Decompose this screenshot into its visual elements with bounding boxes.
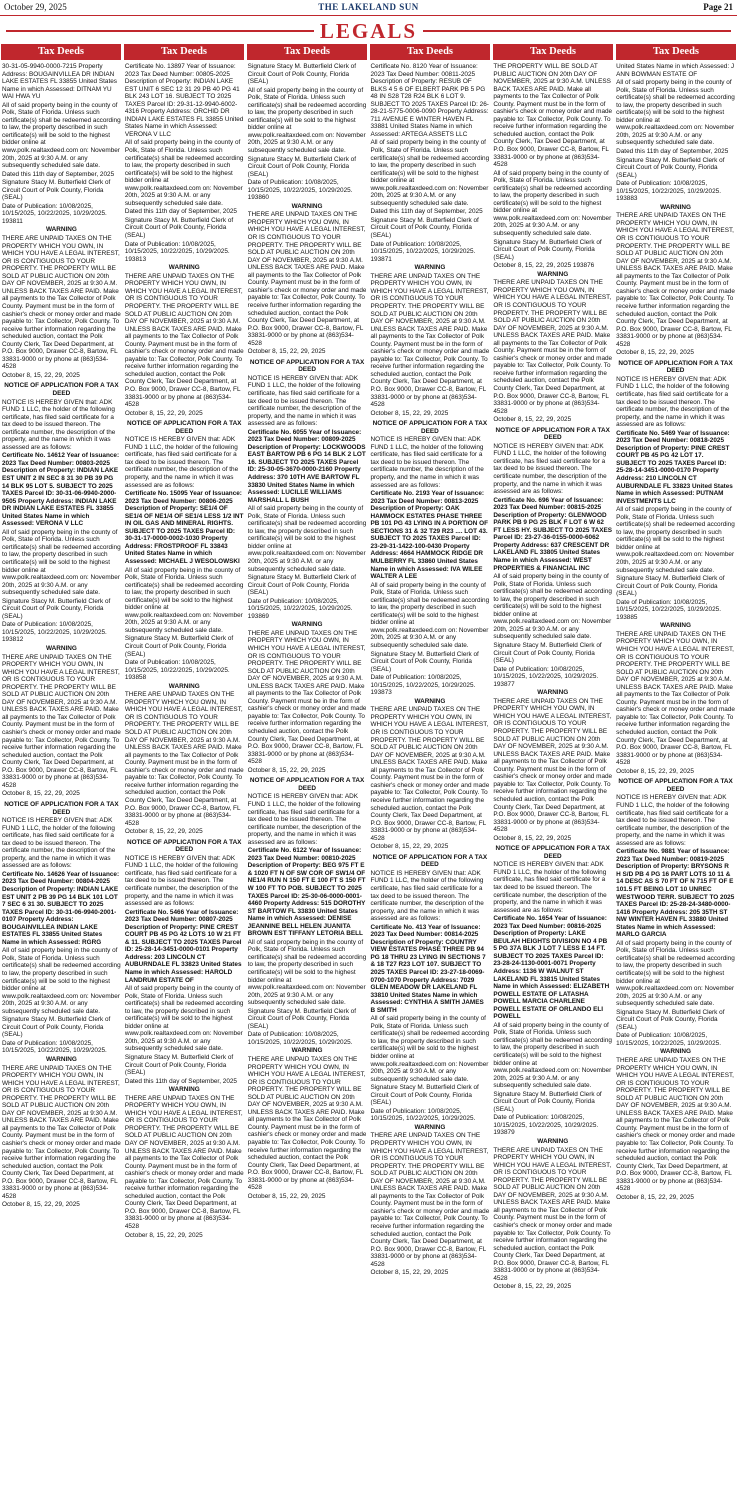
- run-dates: October 8, 15, 22, 29, 2025: [616, 349, 694, 357]
- notice-body: All of said property being in the county of Polk, State of Florida. Unless such certificate(s) shall be redeemed according to law, the property described in such certificate(s) will be sold to the highest bidder online at www.polk.realtaxdeed.com on: November 20th, 2025 at 9:30 A.M. or any subsequently scheduled sale date.: [493, 1021, 612, 1090]
- notice-heading: NOTICE OF APPLICATION FOR A TAX DEED: [4, 800, 119, 816]
- notice-publication: Date of Publication: 10/08/2025, 10/15/2025, 10/22/2025, 10/29/2025. 193871: [370, 240, 476, 263]
- notice-certificate: Certificate No. 5466 Year of Issuance: 2023 Tax Deed Number: 00807-2025 Description of Property: PINE CREST COURT PB 45 PG 42 LOTS 10 W 21 FT & 11. SUBJECT TO 2025 TAXES Parcel ID: 25-28-14-3451-0000-0101 Property Address: 203 LINCOLN CT AUBURNDALE FL 33823 United States Name in which Assessed: HAROLD LANDRUM ESTATE OF: [124, 908, 242, 984]
- run-dates: October 8, 15, 22, 29, 2025: [247, 348, 326, 356]
- notice-continuation: [370, 63, 489, 417]
- notice-body: All of said property being in the county of Polk, State of Florida. Unless such certificate(s) shall be redeemed according to law, the property described in such certificate(s) will be sold to the highest bidder online at www.polk.realtaxdeed.com on: November 20th, 2025 at 9:30 A.M. or any subsequently scheduled sale date.: [2, 947, 121, 1015]
- run-dates: October 8, 15, 22, 29, 2025: [247, 1192, 326, 1200]
- notice-heading: NOTICE OF APPLICATION FOR A TAX DEED: [618, 778, 733, 793]
- warning-text: THERE ARE UNPAID TAXES ON THE PROPERTY WHICH YOU OWN, IN WHICH YOU HAVE A LEGAL INTEREST, OR IS CONTIGUOUS TO YOUR PROPERTY. THE PROPERTY WILL BE SOLD AT PUBLIC AUCTION ON 20th DAY OF NOVEMBER, 2025 at 9:30 A.M. UNLESS BACK TAXES ARE PAID. Make all payments to the Tax Collector of Polk County. Payment must be in the form of cashier's check or money order and made payable to: Tax Collector, Polk County. To receive further information regarding the scheduled auction, contact the Polk County Clerk, Tax Deed Department, at P.O. Box 9000, Drawer CC-8, Bartow, FL 33831-9000 or by phone at (863)534-4528: [493, 279, 613, 415]
- notice-publication: Date of Publication: 10/08/2025, 10/15/2025, 10/22/2025, 10/29/2025.: [247, 1031, 353, 1046]
- tax-deed-notice: [370, 854, 489, 1277]
- notice-heading: NOTICE OF APPLICATION FOR A TAX DEED: [618, 359, 733, 375]
- page-number: Page 21: [703, 2, 733, 12]
- notice-heading: NOTICE OF APPLICATION FOR A TAX DEED: [372, 420, 488, 435]
- warning-title: WARNING: [537, 1138, 569, 1146]
- notice-signature: Signature Stacy M. Butterfield Clerk of Circuit Court of Polk County, Florida (SEAL): [2, 179, 111, 202]
- notice-certificate: Certificate No. 15095 Year of Issuance: 2023 Tax Deed Number: 00806-2025 Description of Property: SE1/4 OF SE1/4 OF NE1/4 OF SE1/4 LESS 1/2 INT IN OIL GAS AND MINERAL RIGHTS. SUBJECT TO 2025 TAXES Parcel ID: 30-31-17-0000-0002-1030 Property Address: FROSTPROOF FL 33843 United States Name in which Assessed: MICHAEL J WESOLOWSKI: [124, 490, 244, 565]
- notice-publication: Date of Publication: 10/08/2025, 10/15/2025, 10/22/2025, 10/29/2025. 193883: [616, 180, 721, 203]
- notice-signature: Signature Stacy M. Butterfield Clerk of Circuit Court of Polk County, Florida (SEAL): [2, 1016, 111, 1039]
- warning-title: WARNING: [660, 203, 691, 211]
- notice-signature: Signature Stacy M. Butterfield Clerk of Circuit Court of Polk County, Florida (SEAL): [2, 597, 111, 620]
- run-dates: October 8, 15, 22, 29, 2025: [2, 790, 80, 798]
- notice-continuation: [125, 63, 244, 417]
- warning-title: WARNING: [45, 226, 77, 234]
- header-rule: [0, 15, 737, 16]
- tax-deed-notice: [616, 360, 735, 776]
- warning-text: THERE ARE UNPAID TAXES ON THE PROPERTY WHICH YOU OWN, IN WHICH YOU HAVE A LEGAL INTEREST, OR IS CONTIGUOUS TO YOUR PROPERTY. THE PROPERTY WILL BE SOLD AT PUBLIC AUCTION ON 20th DAY OF NOVEMBER, 2025 at 9:30 A.M. UNLESS BACK TAXES ARE PAID. Make all payments to the Tax Collector of Polk County. Payment must be in the form of cashier's check or money order and made payable to: Tax Collector, Polk County. To receive further information regarding the scheduled auction, contact the Polk County Clerk, Tax Deed Department, at P.O. Box 9000, Drawer CC-8, Bartow, FL 33831-9000 or by phone at (863)534-4528: [247, 211, 367, 347]
- notice-lead-text: Certificate No. 8120 Year of Issuance: 2023 Tax Deed Number: 00811-2025 Description of Property: RESUB OF BLKS 4 5 6 OF ELBERT PARK PB 5 PG 48 IN S28 T28 R24 BLK 6 LOT 9. SUBJECT TO 2025 TAXES Parcel ID: 26-28-21-5775-0006-0090 Property Address: 711 AVENUE E WINTER HAVEN FL 33881 United States Name in which Assessed: ARTEGA ASSETS LLC: [370, 63, 489, 138]
- notice-intro: NOTICE IS HEREBY GIVEN that: ADK FUND 1 LLC, the holder of the following certificate, has filed said certificate for a tax deed to be issued thereon. The certificate number, the description of the property, and the name in which it was assessed are as follows:: [616, 794, 730, 847]
- warning-title: WARNING: [414, 1123, 446, 1131]
- notice-lead-text: 30-31-05-9940-0000-7215 Property Address: BOUGAINVILLEA DR INDIAN LAKE ESTATES FL 33855 United States Name in which Assessed: DITNAM YU WAI HWA YU: [2, 63, 117, 101]
- notice-signature: Signature Stacy M. Butterfield Clerk of Circuit Court of Polk County, Florida (SEAL): [616, 1008, 725, 1031]
- legal-column: [493, 63, 612, 1509]
- notice-intro: NOTICE IS HEREBY GIVEN that: ADK FUND 1 LLC, the holder of the following certificate, has filed said certificate for a tax deed to be issued thereon. The certificate number, the description of the property, and the name in which it was assessed are as follows:: [124, 854, 239, 908]
- run-dates: October 8, 15, 22, 29, 2025: [2, 371, 80, 379]
- notice-certificate: Certificate No. 14612 Year of Issuance: 2023 Tax Deed Number: 00803-2025 Description of Property: INDIAN LAKE EST UNIT 2 IN SEC 8 31 30 PB 39 PG 14 BLK 95 LOT 5. SUBJECT TO 2025 TAXES Parcel ID: 30-31-06-9940-2000-9505 Property Address: INDIAN LAKE DR INDIAN LAKE ESTATES FL 33855 United States Name in which Assessed: VERONA V LLC: [2, 452, 120, 528]
- section-rule-left: [6, 30, 314, 32]
- section-rule-right: [423, 30, 731, 32]
- warning-title: WARNING: [168, 264, 200, 272]
- notice-publication: Date of Publication: 10/08/2025, 10/15/2025, 10/22/2025, 10/29/2025.: [616, 1032, 721, 1047]
- issue-date: October 29, 2025: [4, 2, 67, 12]
- legal-columns: [0, 63, 737, 1509]
- notice-body: All of said property being in the county of Polk, State of Florida. Unless such certificate(s) shall be redeemed according to law, the property described in such certificate(s) will be sold to the highest bidder online at www.polk.realtaxdeed.com on: November 20th, 2025 at 9:30 A.M. or any subsequently scheduled sale date.: [493, 169, 612, 238]
- notice-publication: Date of Publication: 10/08/2025, 10/15/2025, 10/22/2025, 10/29/2025. 193812: [2, 621, 107, 644]
- notice-body: All of said property being in the county of Polk, State of Florida. Unless such certificate(s) shall be redeemed according to law, the property described in such certificate(s) will be sold to the highest bidder online at www.polk.realtaxdeed.com on: November 20th, 2025 at 9:30 A.M. or any subsequently scheduled sale date.: [370, 581, 490, 650]
- notice-heading: NOTICE OF APPLICATION FOR A TAX DEED: [249, 358, 365, 374]
- warning-text: THERE ARE UNPAID TAXES ON THE PROPERTY WHICH YOU OWN, IN WHICH YOU HAVE A LEGAL INTEREST, OR IS CONTIGUOUS TO YOUR PROPERTY. THE PROPERTY WILL BE SOLD AT PUBLIC AUCTION ON 20th DAY OF NOVEMBER, 2025 at 9:30 A.M. UNLESS BACK TAXES ARE PAID. Make all payments to the Tax Collector of Polk County. Payment must be in the form of cashier's check or money order and made payable to: Tax Collector, Polk County. To receive further information regarding the scheduled auction, contact the Polk County Clerk, Tax Deed Department, at P.O. Box 9000, Drawer CC-8, Bartow, FL 33831-9000 or by phone at (863)534-4528: [124, 691, 244, 827]
- notice-signature: Signature Stacy M. Butterfield Clerk of Circuit Court of Polk County, Florida (SEAL): [370, 650, 479, 673]
- notice-signature: Signature Stacy M. Butterfield Clerk of Circuit Court of Polk County, Florida (SEAL): [247, 574, 356, 597]
- tax-deed-notice: [2, 801, 121, 1209]
- tax-deed-notice: [493, 845, 612, 1291]
- run-dates: October 8, 15, 22, 29, 2025: [616, 767, 694, 775]
- notice-publication: October 8, 15, 22, 29, 2025 193876: [493, 262, 595, 270]
- notice-signature: Signature Stacy M. Butterfield Clerk of Circuit Court of Polk County, Florida (SEAL): [493, 1090, 602, 1113]
- legal-column: [616, 63, 735, 1509]
- warning-text: THERE ARE UNPAID TAXES ON THE PROPERTY WHICH YOU OWN, IN WHICH YOU HAVE A LEGAL INTEREST, OR IS CONTIGUOUS TO YOUR PROPERTY. THE PROPERTY WILL BE SOLD AT PUBLIC AUCTION ON 20th DAY OF NOVEMBER, 2025 at 9:30 A.M. UNLESS BACK TAXES ARE PAID. Make all payments to the Tax Collector of Polk County. Payment must be in the form of cashier's check or money order and made payable to: Tax Collector, Polk County. To receive further information regarding the scheduled auction, contact the Polk County Clerk, Tax Deed Department, at P.O. Box 9000, Drawer CC-8, Bartow, FL 33831-9000 or by phone at (863)534-4528: [616, 630, 735, 767]
- warning-title: WARNING: [291, 202, 323, 210]
- warning-title: WARNING: [414, 264, 446, 272]
- notice-body: All of said property being in the county of Polk, State of Florida. Unless such certificate(s) shall be redeemed according to law, the property described in such certificate(s) will be sold to the highest bidder online at www.polk.realtaxdeed.com on: November 20th, 2025 at 9:30 A.M. or any subsequently scheduled sale date.: [124, 139, 244, 207]
- notice-intro: NOTICE IS HEREBY GIVEN that: ADK FUND 1 LLC, the holder of the following certificate, has filed said certificate for a tax deed to be issued thereon. The certificate number, the description of the property, and the name in which it was assessed are as follows:: [124, 436, 239, 489]
- run-dates: October 8, 15, 22, 29, 2025: [124, 828, 203, 836]
- notice-intro: NOTICE IS HEREBY GIVEN that: ADK FUND 1 LLC, the holder of the following certificate, has filed said certificate for a tax deed to be issued thereon. The certificate number, the description of the property, and the name in which it was assessed are as follows:: [616, 375, 730, 429]
- warning-title: WARNING: [537, 689, 569, 697]
- notice-signature: Signature Stacy M. Butterfield Clerk of Circuit Court of Polk County, Florida (SEAL): [493, 238, 602, 261]
- notice-publication: Date of Publication: 10/08/2025, 10/15/2025, 10/22/2025, 10/29/2025.: [2, 1039, 107, 1055]
- notice-publication: Date of Publication: 10/08/2025, 10/15/2025, 10/22/2025, 10/29/2025. 193813: [124, 240, 230, 263]
- column-tabs: [0, 44, 737, 60]
- notice-heading: NOTICE OF APPLICATION FOR A TAX DEED: [372, 853, 488, 869]
- notice-publication: Date of Publication: 10/08/2025, 10/15/2025, 10/22/2025, 10/29/2025. 193860: [247, 179, 353, 202]
- warning-text: THERE ARE UNPAID TAXES ON THE PROPERTY WHICH YOU OWN, IN WHICH YOU HAVE A LEGAL INTEREST, OR IS CONTIGUOUS TO YOUR PROPERTY. THE PROPERTY WILL BE SOLD AT PUBLIC AUCTION ON 20th DAY OF NOVEMBER, 2025 at 9:30 A.M. UNLESS BACK TAXES ARE PAID. Make all payments to the Tax Collector of Polk County. Payment must be in the form of cashier's check or money order and made payable to: Tax Collector, Polk County. To receive further information regarding the scheduled auction, contact the Polk County Clerk, Tax Deed Department, at P.O. Box 9000, Drawer CC-8, Bartow, FL 33831-9000 or by phone at (863)534-4528: [493, 697, 613, 834]
- run-dates: October 8, 15, 22, 29, 2025: [2, 1201, 80, 1209]
- notice-intro: NOTICE IS HEREBY GIVEN that: ADK FUND 1 LLC, the holder of the following certificate, has filed said certificate for a tax deed to be issued thereon. The certificate number, the description of the property, and the name in which it was assessed are as follows:: [2, 817, 116, 870]
- notice-body: All of said property being in the county of Polk, State of Florida. Unless such certificate(s) shall be redeemed according to law, the property described in such certificate(s) will be sold to the highest bidder online at www.polk.realtaxdeed.com on: November 20th, 2025 at 9:30 A.M. or any subsequently scheduled sale date.: [616, 939, 735, 1008]
- notice-body: All of said property being in the county of Polk, State of Florida. Unless such certificate(s) shall be redeemed according to law, the property described in such certificate(s) will be sold to the highest bidder online at www.polk.realtaxdeed.com on: November 20th, 2025 at 9:30 A.M. or any subsequently scheduled sale date.: [124, 566, 244, 634]
- notice-signature: Signature Stacy M. Butterfield Clerk of Circuit Court of Polk County, Florida (SEAL): [370, 216, 479, 240]
- notice-dated: Dated this 11th day of September, 2025: [370, 208, 483, 216]
- notice-body: All of said property being in the county of Polk, State of Florida. Unless such certificate(s) shall be redeemed according to law, the property described in such certificate(s) will be sold to the highest bidder online at www.polk.realtaxdeed.com on: November 20th, 2025 at 9:30 A.M. or any subsequently scheduled sale date.: [616, 506, 735, 574]
- notice-publication: Date of Publication: 10/08/2025, 10/15/2025, 10/22/2025, 10/29/2025. 193885: [616, 598, 721, 621]
- notice-body: All of said property being in the county of Polk, State of Florida. Unless such certificate(s) shall be redeemed according to law, the property described in such certificate(s) will be sold to the highest bidder online at www.polk.realtaxdeed.com on: November 20th, 2025 at 9:30 A.M. or any subsequently scheduled sale date.: [616, 79, 735, 147]
- notice-intro: NOTICE IS HEREBY GIVEN that: ADK FUND 1 LLC, the holder of the following certificate, has filed said certificate for a tax deed to be issued thereon. The certificate number, the description of the property, and the name in which it was assessed are as follows:: [370, 869, 484, 923]
- notice-certificate: Certificate No. 2193 Year of Issuance: 2023 Tax Deed Number: 00813-2025 Description of Property: OAK HAMMOCK ESTATES PHASE THREE PB 101 PG 43 LYING IN A PORTION OF SECTIONS 31 & 32 T29 R23 .... LOT 43. SUBJECT TO 2025 TAXES Parcel ID: 23-29-31-1422-100-0430 Property Address: 4664 HAMMOCK RIDGE DR MULBERRY FL 33860 United States Name in which Assessed: IVA WILEE WALTER A LEE: [370, 490, 489, 581]
- warning-text: THERE ARE UNPAID TAXES ON THE PROPERTY WHICH YOU OWN, IN WHICH YOU HAVE A LEGAL INTEREST, OR IS CONTIGUOUS TO YOUR PROPERTY. THE PROPERTY WILL BE SOLD AT PUBLIC AUCTION ON 20th DAY OF NOVEMBER, 2025 at 9:30 A.M. UNLESS BACK TAXES ARE PAID. Make all payments to the Tax Collector of Polk County. Payment must be in the form of cashier's check or money order and made payable to: Tax Collector, Polk County. To receive further information regarding the scheduled auction, contact the Polk County Clerk, Tax Deed Department, at P.O. Box 9000, Drawer CC-8, Bartow, FL 33831-9000 or by phone at (863)534-4528: [2, 235, 121, 371]
- warning-text: THERE ARE UNPAID TAXES ON THE PROPERTY WHICH YOU OWN, IN WHICH YOU HAVE A LEGAL INTEREST, OR IS CONTIGUOUS TO YOUR PROPERTY. THE PROPERTY WILL BE SOLD AT PUBLIC AUCTION ON 20th DAY OF NOVEMBER, 2025 at 9:30 A.M. UNLESS BACK TAXES ARE PAID. Make all payments to the Tax Collector of Polk County. Payment must be in the form of cashier's check or money order and made payable to: Tax Collector, Polk County. To receive further information regarding the scheduled auction, contact the Polk County Clerk, Tax Deed Department, at P.O. Box 9000, Drawer CC-8, Bartow, FL 33831-9000 or by phone at (863)534-4528: [247, 1056, 367, 1192]
- warning-text: THERE ARE UNPAID TAXES ON THE PROPERTY WHICH YOU OWN, IN WHICH YOU HAVE A LEGAL INTEREST, OR IS CONTIGUOUS TO YOUR PROPERTY. THE PROPERTY WILL BE SOLD AT PUBLIC AUCTION ON 20th DAY OF NOVEMBER, 2025 at 9:30 A.M. UNLESS BACK TAXES ARE PAID. Make all payments to the Tax Collector of Polk County. Payment must be in the form of cashier's check or money order and made payable to: Tax Collector, Polk County. To receive further information regarding the scheduled auction, contact the Polk County Clerk, Tax Deed Department, at P.O. Box 9000, Drawer CC-8, Bartow, FL 33831-9000 or by phone at (863)534-4528: [124, 1094, 244, 1231]
- notice-signature: Signature Stacy M. Butterfield Clerk of Circuit Court of Polk County, Florida (SEAL): [247, 155, 356, 178]
- tax-deed-notice: [2, 382, 121, 798]
- notice-lead-text: THE PROPERTY WILL BE SOLD AT PUBLIC AUCTION ON 20th DAY OF NOVEMBER, 2025 at 9:30 A.M. UNLESS BACK TAXES ARE PAID. Make all payments to the Tax Collector of Polk County. Payment must be in the form of cashier's check or money order and made payable to: Tax Collector, Polk County. To receive further information regarding the scheduled auction, contact the Polk County Clerk, Tax Deed Department, at P.O. Box 9000, Drawer CC-8, Bartow, FL 33831-9000 or by phone at (863)534-4528: [493, 63, 613, 169]
- tax-deed-notice: [248, 359, 367, 775]
- notice-body: All of said property being in the county of Polk, State of Florida. Unless such certificate(s) shall be redeemed according to law, the property described in such certificate(s) will be sold to the highest bidder online at www.polk.realtaxdeed.com on: November 20th, 2025 at 9:30 A.M. or any subsequently scheduled sale date.: [370, 139, 490, 207]
- notice-publication: Date of Publication: 10/08/2025, 10/15/2025, 10/22/2025, 10/29/2025. 193879: [493, 1114, 599, 1137]
- warning-title: WARNING: [291, 621, 323, 629]
- warning-text: THERE ARE UNPAID TAXES ON THE PROPERTY WHICH YOU OWN, IN WHICH YOU HAVE A LEGAL INTEREST, OR IS CONTIGUOUS TO YOUR PROPERTY. THE PROPERTY WILL BE SOLD AT PUBLIC AUCTION ON 20th DAY OF NOVEMBER, 2025 at 9:30 A.M. UNLESS BACK TAXES ARE PAID. Make all payments to the Tax Collector of Polk County. Payment must be in the form of cashier's check or money order and made payable to: Tax Collector, Polk County. To receive further information regarding the scheduled auction, contact the Polk County Clerk, Tax Deed Department, at P.O. Box 9000, Drawer CC-8, Bartow, FL 33831-9000 or by phone at (863)534-4528: [370, 706, 490, 842]
- tax-deed-notice: [125, 839, 244, 1239]
- notice-lead-text: Signature Stacy M. Butterfield Clerk of Circuit Court of Polk County, Florida (SEAL): [247, 63, 356, 86]
- notice-signature: Signature Stacy M. Butterfield Clerk of Circuit Court of Polk County, Florida (SEAL): [124, 635, 234, 658]
- notice-certificate: Certificate No. 14626 Year of Issuance: 2023 Tax Deed Number: 00804-2025 Description of Property: INDIAN LAKE EST UNIT 2 PB 39 PG 14 BLK 101 LOT 7 SEC 6 31 30. SUBJECT TO 2025 TAXES Parcel ID: 30-31-06-9940-2001-0107 Property Address: BOUGAINVILLEA INDIAN LAKE ESTATES FL 33855 United States Name in which Assessed: RGRG: [2, 870, 120, 946]
- legal-column: [248, 63, 367, 1509]
- notice-body: All of said property being in the county of Polk, State of Florida. Unless such certificate(s) shall be redeemed according to law, the property described in such certificate(s) will be sold to the highest bidder online at www.polk.realtaxdeed.com on: November 20th, 2025 at 9:30 A.M. or any subsequently scheduled sale date.: [370, 1015, 490, 1083]
- notice-intro: NOTICE IS HEREBY GIVEN that: ADK FUND 1 LLC, the holder of the following certificate, has filed said certificate for a tax deed to be issued thereon. The certificate number, the description of the property, and the name in which it was assessed are as follows:: [370, 436, 484, 489]
- warning-title: WARNING: [45, 645, 77, 653]
- warning-title: WARNING: [537, 270, 569, 278]
- notice-signature: Signature Stacy M. Butterfield Clerk of Circuit Court of Polk County, Florida (SEAL): [493, 642, 602, 665]
- notice-publication: Dated this 11th day of September, 2025: [124, 1077, 237, 1085]
- notice-certificate: Certificate No. 6122 Year of Issuance: 2023 Tax Deed Number: 00810-2025 Description of Property: BEG 975 FT E & 1020 FT N OF SW COR OF SW1/4 OF NE1/4 RUN N 150 FT E 100 FT S 150 FT W 100 FT TO POB. SUBJECT TO 2025 TAXES Parcel ID: 25-30-06-0000-0001-4460 Property Address: 515 DOROTHY ST BARTOW FL 33830 United States Name in which Assessed: DENISE JEANNINE BELL HELEN JUANITA BROWN EST TIFFANY LETORIA BELL: [247, 847, 366, 938]
- notice-signature: Signature Stacy M. Butterfield Clerk of Circuit Court of Polk County, Florida (SEAL): [370, 1084, 479, 1107]
- notice-certificate: Certificate No. 413 Year of Issuance: 2023 Tax Deed Number: 00814-2025 Description of Property: COUNTRY VIEW ESTATES PHASE THREE PB 94 PG 18 THRU 23 LYING IN SECTIONS 7 & 18 T27 R23 LOT 107. SUBJECT TO 2025 TAXES Parcel ID: 23-27-18-0069-0700-1070 Property Address: 7029 GLEN MEADOW DR LAKELAND FL 33810 United States Name in which Assessed: CYNTHIA A SMITH JAMES B SMITH: [370, 923, 486, 1014]
- tax-deed-notice: [248, 777, 367, 1200]
- notice-lead-text: Certificate No. 13897 Year of Issuance: 2023 Tax Deed Number: 00805-2025 Description of Property: INDIAN LAKE EST UNIT 6 SEC 12 31 29 PB 40 PG 41 BLK 243 LOT 16. SUBJECT TO 2025 TAXES Parcel ID: 29-31-12-9940-6002-4316 Property Address: ORCHID DR INDIAN LAKE ESTATES FL 33855 United States Name in which Assessed: VERONA V LLC: [124, 63, 244, 138]
- notice-publication: Date of Publication: 10/08/2025, 10/15/2025, 10/22/2025, 10/29/2025.: [370, 1107, 476, 1123]
- run-dates: October 8, 15, 22, 29, 2025: [370, 1269, 449, 1277]
- column-tab: Tax Deeds: [1, 44, 121, 60]
- warning-text: THERE ARE UNPAID TAXES ON THE PROPERTY WHICH YOU OWN, IN WHICH YOU HAVE A LEGAL INTEREST, OR IS CONTIGUOUS TO YOUR PROPERTY. THE PROPERTY WILL BE SOLD AT PUBLIC AUCTION ON 20th DAY OF NOVEMBER, 2025 at 9:30 A.M. UNLESS BACK TAXES ARE PAID. Make all payments to the Tax Collector of Polk County. Payment must be in the form of cashier's check or money order and made payable to: Tax Collector, Polk County. To receive further information regarding the scheduled auction, contact the Polk County Clerk, Tax Deed Department, at P.O. Box 9000, Drawer CC-8, Bartow, FL 33831-9000 or by phone at (863)534-4528: [493, 1146, 613, 1282]
- notice-intro: NOTICE IS HEREBY GIVEN that: ADK FUND 1 LLC, the holder of the following certificate, has filed said certificate for a tax deed to be issued thereon. The certificate number, the description of the property, and the name in which it was assessed are as follows:: [247, 793, 361, 846]
- notice-intro: NOTICE IS HEREBY GIVEN that: ADK FUND 1 LLC, the holder of the following certificate, has filed said certificate for a tax deed to be issued thereon. The certificate number, the description of the property, and the name in which it was assessed are as follows:: [2, 398, 116, 451]
- run-dates: October 8, 15, 22, 29, 2025: [616, 1193, 694, 1201]
- notice-body: All of said property being in the county of Polk, State of Florida. Unless such certificate(s) shall be redeemed according to law, the property described in such certificate(s) will be sold to the highest bidder online at www.polk.realtaxdeed.com on: November 20th, 2025 at 9:30 A.M. or any subsequently scheduled sale date.: [124, 985, 244, 1053]
- notice-body: All of said property being in the county of Polk, State of Florida. Unless such certificate(s) shall be redeemed according to law, the property described in such certificate(s) will be sold to the highest bidder online at www.polk.realtaxdeed.com on: November 20th, 2025 at 9:30 A.M. or any subsequently scheduled sale date.: [247, 505, 367, 573]
- notice-certificate: Certificate No. 1654 Year of Issuance: 2023 Tax Deed Number: 00816-2025 Description of Property: LAKE BEULAH HEIGHTS DIVISION NO 4 PB 5 PG 37A BLK J LOT 7 LESS E 14 FT. SUBJECT TO 2025 TAXES Parcel ID: 23-28-24-1130-0001-0071 Property Address: 1136 W WALNUT ST LAKELAND FL 33815 United States Name in which Assessed: ELIZABETH POWELL ESTATE OF LATASHA POWELL MARCIA CHARLENE POWELL ESTATE OF ORLANDO ELI POWELL: [493, 915, 610, 1021]
- warning-title: WARNING: [168, 682, 200, 690]
- notice-heading: NOTICE OF APPLICATION FOR A TAX DEED: [4, 382, 119, 397]
- notice-dated: Dated this 11th day of September, 2025: [616, 148, 729, 156]
- notice-continuation: [248, 63, 367, 356]
- run-dates: October 8, 15, 22, 29, 2025: [370, 843, 449, 851]
- notice-heading: NOTICE OF APPLICATION FOR A TAX DEED: [127, 838, 242, 854]
- column-tab: Tax Deeds: [370, 44, 490, 60]
- section-title: LEGALS: [319, 18, 418, 43]
- run-dates: October 8, 15, 22, 29, 2025: [493, 1283, 572, 1291]
- warning-text: THERE ARE UNPAID TAXES ON THE PROPERTY WHICH YOU OWN, IN WHICH YOU HAVE A LEGAL INTEREST, OR IS CONTIGUOUS TO YOUR PROPERTY. THE PROPERTY WILL BE SOLD AT PUBLIC AUCTION ON 20th DAY OF NOVEMBER, 2025 at 9:30 A.M. UNLESS BACK TAXES ARE PAID. Make all payments to the Tax Collector of Polk County. Payment must be in the form of cashier's check or money order and made payable to: Tax Collector, Polk County. To receive further information regarding the scheduled auction, contact the Polk County Clerk, Tax Deed Department, at P.O. Box 9000, Drawer CC-8, Bartow, FL 33831-9000 or by phone at (863)534-4528: [2, 1064, 121, 1200]
- warning-text: THERE ARE UNPAID TAXES ON THE PROPERTY WHICH YOU OWN, IN WHICH YOU HAVE A LEGAL INTEREST, OR IS CONTIGUOUS TO YOUR PROPERTY. THE PROPERTY WILL BE SOLD AT PUBLIC AUCTION ON 20th DAY OF NOVEMBER, 2025 at 9:30 A.M. UNLESS BACK TAXES ARE PAID. Make all payments to the Tax Collector of Polk County. Payment must be in the form of cashier's check or money order and made payable to: Tax Collector, Polk County. To receive further information regarding the scheduled auction, contact the Polk County Clerk, Tax Deed Department, at P.O. Box 9000, Drawer CC-8, Bartow, FL 33831-9000 or by phone at (863)534-4528: [247, 629, 367, 766]
- warning-text: THERE ARE UNPAID TAXES ON THE PROPERTY WHICH YOU OWN, IN WHICH YOU HAVE A LEGAL INTEREST, OR IS CONTIGUOUS TO YOUR PROPERTY. THE PROPERTY WILL BE SOLD AT PUBLIC AUCTION ON 20th DAY OF NOVEMBER, 2025 at 9:30 A.M. UNLESS BACK TAXES ARE PAID. Make all payments to the Tax Collector of Polk County. Payment must be in the form of cashier's check or money order and made payable to: Tax Collector, Polk County. To receive further information regarding the scheduled auction, contact the Polk County Clerk, Tax Deed Department, at P.O. Box 9000, Drawer CC-8, Bartow, FL 33831-9000 or by phone at (863)534-4528: [370, 272, 490, 409]
- notice-certificate: Certificate No. 6055 Year of Issuance: 2023 Tax Deed Number: 00809-2025 Description of Property: LOCKWOODS EAST BARTOW PB 6 PG 14 BLK 2 LOT 16. SUBJECT TO 2025 TAXES Parcel ID: 25-30-05-3670-0000-2160 Property Address: 370 10TH AVE BARTOW FL 33830 United States Name in which Assessed: LUCILLE WILLIAMS MARSHALL L BUSH: [247, 428, 366, 504]
- section-header: [0, 20, 737, 42]
- run-dates: October 8, 15, 22, 29, 2025: [124, 1231, 203, 1239]
- notice-body: All of said property being in the county of Polk, State of Florida. Unless such certificate(s) shall be redeemed according to law, the property described in such certificate(s) will be sold to the highest bidder online at www.polk.realtaxdeed.com on: November 20th, 2025 at 9:30 A.M. or any subsequently scheduled sale date.: [247, 86, 367, 155]
- page-header: [0, 0, 737, 14]
- run-dates: October 8, 15, 22, 29, 2025: [493, 834, 572, 842]
- notice-signature: Signature Stacy M. Butterfield Clerk of Circuit Court of Polk County, Florida (SEAL): [247, 1007, 356, 1030]
- notice-heading: NOTICE OF APPLICATION FOR A TAX DEED: [127, 420, 242, 435]
- column-tab: Tax Deeds: [616, 44, 736, 60]
- legal-column: [370, 63, 489, 1509]
- notice-publication: Date of Publication: 10/08/2025, 10/15/2025, 10/22/2025, 10/29/2025. 193877: [493, 665, 599, 688]
- warning-text: THERE ARE UNPAID TAXES ON THE PROPERTY WHICH YOU OWN, IN WHICH YOU HAVE A LEGAL INTEREST, OR IS CONTIGUOUS TO YOUR PROPERTY. THE PROPERTY WILL BE SOLD AT PUBLIC AUCTION ON 20th DAY OF NOVEMBER, 2025 at 9:30 A.M. UNLESS BACK TAXES ARE PAID. Make all payments to the Tax Collector of Polk County. Payment must be in the form of cashier's check or money order and made payable to: Tax Collector, Polk County. To receive further information regarding the scheduled auction, contact the Polk County Clerk, Tax Deed Department, at P.O. Box 9000, Drawer CC-8, Bartow, FL 33831-9000 or by phone at (863)534-4528: [616, 1057, 735, 1193]
- notice-intro: NOTICE IS HEREBY GIVEN that: ADK FUND 1 LLC, the holder of the following certificate, has filed said certificate for a tax deed to be issued thereon. The certificate number, the description of the property, and the name in which it was assessed are as follows:: [493, 442, 607, 496]
- warning-title: WARNING: [660, 622, 691, 630]
- notice-continuation: [616, 63, 735, 357]
- run-dates: October 8, 15, 22, 29, 2025: [370, 409, 449, 417]
- notice-heading: NOTICE OF APPLICATION FOR A TAX DEED: [249, 777, 365, 792]
- warning-title: WARNING: [291, 1047, 323, 1055]
- run-dates: October 8, 15, 22, 29, 2025: [493, 416, 572, 424]
- warning-title: WARNING: [660, 1048, 691, 1056]
- warning-text: THERE ARE UNPAID TAXES ON THE PROPERTY WHICH YOU OWN, IN WHICH YOU HAVE A LEGAL INTEREST, OR IS CONTIGUOUS TO YOUR PROPERTY. THE PROPERTY WILL BE SOLD AT PUBLIC AUCTION ON 20th DAY OF NOVEMBER, 2025 at 9:30 A.M. UNLESS BACK TAXES ARE PAID. Make all payments to the Tax Collector of Polk County. Payment must be in the form of cashier's check or money order and made payable to: Tax Collector, Polk County. To receive further information regarding the scheduled auction, contact the Polk County Clerk, Tax Deed Department, at P.O. Box 9000, Drawer CC-8, Bartow, FL 33831-9000 or by phone at (863)534-4528: [2, 653, 121, 789]
- notice-publication: Date of Publication: 10/08/2025, 10/15/2025, 10/22/2025, 10/29/2025. 193869: [247, 597, 353, 620]
- notice-certificate: Certificate No. 9881 Year of Issuance: 2023 Tax Deed Number: 00819-2025 Description of Property: BRYSONS R H S/D PB 4 PG 16 PART LOTS 10 11 & 14 DESC AS S 70 FT OF N 715 FT OF E 101.5 FT BEING LOT 10 UNREC WESTWOOD TERR. SUBJECT TO 2025 TAXES Parcel ID: 25-28-24-3480-0000-1416 Property Address: 205 35TH ST NW WINTER HAVEN FL 33880 United States Name in which Assessed: MARLO GARCIA: [616, 848, 735, 939]
- column-tab: Tax Deeds: [124, 44, 244, 60]
- notice-certificate: Certificate No. 696 Year of Issuance: 2023 Tax Deed Number: 00815-2025 Description of Property: GLENWOOD PARK PB 9 PG 25 BLK F LOT 6 W 62 FT LESS HY. SUBJECT TO 2025 TAXES Parcel ID: 23-27-36-0155-0000-6062 Property Address: 637 CRESCENT DR LAKELAND FL 33805 United States Name in which Assessed: WEST PROPERTIES & FINANCIAL INC: [493, 496, 613, 572]
- notice-heading: NOTICE OF APPLICATION FOR A TAX DEED: [495, 845, 610, 860]
- notice-intro: NOTICE IS HEREBY GIVEN that: ADK FUND 1 LLC, the holder of the following certificate, has filed said certificate for a tax deed to be issued thereon. The certificate number, the description of the property, and the name in which it was assessed are as follows:: [247, 374, 361, 428]
- notice-publication: Date of Publication: 10/08/2025, 10/15/2025, 10/22/2025, 10/29/2025. 193811: [2, 202, 107, 225]
- masthead: THE LAKELAND SUN: [318, 2, 419, 12]
- warning-text: THERE ARE UNPAID TAXES ON THE PROPERTY WHICH YOU OWN, IN WHICH YOU HAVE A LEGAL INTEREST, OR IS CONTIGUOUS TO YOUR PROPERTY. THE PROPERTY WILL BE SOLD AT PUBLIC AUCTION ON 20th DAY OF NOVEMBER, 2025 at 9:30 A.M. UNLESS BACK TAXES ARE PAID. Make all payments to the Tax Collector of Polk County. Payment must be in the form of cashier's check or money order and made payable to: Tax Collector, Polk County. To receive further information regarding the scheduled auction, contact the Polk County Clerk, Tax Deed Department, at P.O. Box 9000, Drawer CC-8, Bartow, FL 33831-9000 or by phone at (863)534-4528: [616, 212, 735, 348]
- column-tab: Tax Deeds: [493, 44, 613, 60]
- run-dates: October 8, 15, 22, 29, 2025: [247, 766, 326, 774]
- notice-body: All of said property being in the county of Polk, State of Florida. Unless such certificate(s) shall be redeemed according to law, the property described in such certificate(s) will be sold to the highest bidder online at www.polk.realtaxdeed.com on: November 20th, 2025 at 9:30 A.M. or any subsequently scheduled sale date.: [247, 938, 367, 1007]
- notice-dated: Dated this 11th day of September, 2025: [2, 170, 115, 178]
- notice-intro: NOTICE IS HEREBY GIVEN that: ADK FUND 1 LLC, the holder of the following certificate, has filed said certificate for a tax deed to be issued thereon. The certificate number, the description of the property, and the name in which it was assessed are as follows:: [493, 861, 607, 914]
- warning-title: WARNING: [45, 1056, 77, 1063]
- notice-signature: Signature Stacy M. Butterfield Clerk of Circuit Court of Polk County, Florida (SEAL): [616, 156, 725, 179]
- tax-deed-notice: [616, 778, 735, 1201]
- notice-body: All of said property being in the county of Polk, State of Florida. Unless such certificate(s) shall be redeemed according to law, the property described in such certificate(s) will be sold to the highest bidder online at www.polk.realtaxdeed.com on: November 20th, 2025 at 9:30 A.M. or any subsequently scheduled sale date.: [2, 528, 121, 597]
- notice-certificate: Certificate No. 5469 Year of Issuance: 2023 Tax Deed Number: 00818-2025 Description of Property: PINE CREST COURT PB 45 PG 42 LOT 17. SUBJECT TO 2025 TAXES Parcel ID: 25-28-14-3451-0000-0170 Property Address: 210 LINCOLN CT AUBURNDALE FL 33823 United States Name in which Assessed: PUTNAM INVESTMENTS LLC: [616, 429, 733, 505]
- notice-heading: NOTICE OF APPLICATION FOR A TAX DEED: [495, 426, 610, 442]
- warning-title: WARNING: [168, 1086, 200, 1094]
- warning-title: WARNING: [414, 697, 446, 705]
- notice-continuation: [493, 63, 612, 424]
- notice-body: All of said property being in the county of Polk, State of Florida. Unless such certificate(s) shall be redeemed according to law, the property described in such certificate(s) will be sold to the highest bidder online at www.polk.realtaxdeed.com on: November 20th, 2025 at 9:30 A.M. or any subsequently scheduled sale date.: [2, 101, 121, 170]
- notice-publication: Date of Publication: 10/08/2025, 10/15/2025, 10/22/2025, 10/29/2025. 193873: [370, 674, 476, 697]
- legal-column: [2, 63, 121, 1509]
- tax-deed-notice: [125, 420, 244, 836]
- warning-text: THERE ARE UNPAID TAXES ON THE PROPERTY WHICH YOU OWN, IN WHICH YOU HAVE A LEGAL INTEREST, OR IS CONTIGUOUS TO YOUR PROPERTY. THE PROPERTY WILL BE SOLD AT PUBLIC AUCTION ON 20th DAY OF NOVEMBER, 2025 at 9:30 A.M. UNLESS BACK TAXES ARE PAID. Make all payments to the Tax Collector of Polk County. Payment must be in the form of cashier's check or money order and made payable to: Tax Collector, Polk County. To receive further information regarding the scheduled auction, contact the Polk County Clerk, Tax Deed Department, at P.O. Box 9000, Drawer CC-8, Bartow, FL 33831-9000 or by phone at (863)534-4528: [370, 1132, 490, 1268]
- notice-dated: Dated this 11th day of September, 2025: [124, 208, 237, 216]
- warning-text: THERE ARE UNPAID TAXES ON THE PROPERTY WHICH YOU OWN, IN WHICH YOU HAVE A LEGAL INTEREST, OR IS CONTIGUOUS TO YOUR PROPERTY. THE PROPERTY WILL BE SOLD AT PUBLIC AUCTION ON 20th DAY OF NOVEMBER, 2025 at 9:30 A.M. UNLESS BACK TAXES ARE PAID. Make all payments to the Tax Collector of Polk County. Payment must be in the form of cashier's check or money order and made payable to: Tax Collector, Polk County. To receive further information regarding the scheduled auction, contact the Polk County Clerk, Tax Deed Department, at P.O. Box 9000, Drawer CC-8, Bartow, FL 33831-9000 or by phone at (863)534-4528: [124, 272, 244, 409]
- column-tab: Tax Deeds: [247, 44, 367, 60]
- legal-column: [125, 63, 244, 1509]
- notice-signature: Signature Stacy M. Butterfield Clerk of Circuit Court of Polk County, Florida (SEAL): [616, 575, 725, 598]
- notice-body: All of said property being in the county of Polk, State of Florida. Unless such certificate(s) shall be redeemed according to law, the property described in such certificate(s) will be sold to the highest bidder online at www.polk.realtaxdeed.com on: November 20th, 2025 at 9:30 A.M. or any subsequently scheduled sale date.: [493, 573, 612, 641]
- notice-continuation: [2, 63, 121, 379]
- notice-publication: Date of Publication: 10/08/2025, 10/15/2025, 10/22/2025, 10/29/2025. 193858: [124, 659, 230, 682]
- tax-deed-notice: [370, 420, 489, 851]
- notice-lead-text: United States Name in which Assessed: J ANN BOWMAN ESTATE OF: [616, 63, 735, 78]
- notice-signature: Signature Stacy M. Butterfield Clerk of Circuit Court of Polk County, Florida (SEAL): [124, 216, 234, 240]
- tax-deed-notice: [493, 427, 612, 843]
- run-dates: October 8, 15, 22, 29, 2025: [124, 409, 203, 417]
- notice-signature: Signature Stacy M. Butterfield Clerk of Circuit Court of Polk County, Florida (SEAL): [124, 1054, 234, 1077]
